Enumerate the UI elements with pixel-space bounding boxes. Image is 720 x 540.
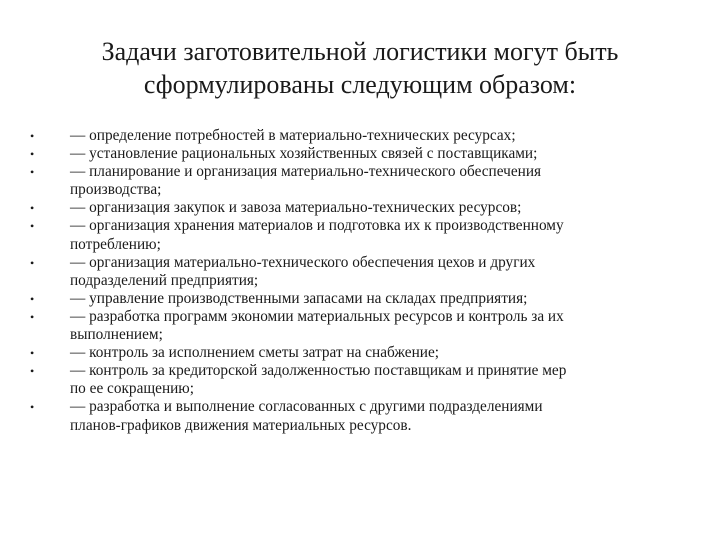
list-item: [27, 145, 687, 163]
list-item: [27, 362, 687, 398]
list-item-text: — определение потребностей в материально-технических ресурсах;: [70, 127, 516, 144]
list-item: [27, 344, 687, 362]
bullet-icon: •: [30, 165, 35, 180]
list-item-text: — установление рациональных хозяйственных связей с поставщиками;: [70, 145, 538, 163]
list-item: [27, 199, 687, 217]
list-item-text: — контроль за кредиторской задолженностью поставщикам и принятие мер: [70, 362, 567, 380]
list-item: [27, 217, 687, 253]
list-item-text: по ее сокращению;: [70, 380, 194, 398]
list-item-text: — разработка программ экономии материальных ресурсов и контроль за их: [70, 307, 564, 325]
bullet-icon: •: [30, 219, 35, 234]
list-item-text: выполнением;: [70, 326, 163, 344]
list-item-text: подразделений предприятия;: [70, 271, 259, 289]
task-list: [27, 127, 687, 435]
list-item-text: — организация материально-технического обеспечения цехов и других: [70, 253, 536, 271]
list-item-text: — организация хранения материалов и подготовка их к производственному: [70, 217, 564, 235]
list-item-text: планов-графиков движения материальных ресурсов.: [70, 416, 412, 434]
list-item-text: — организация закупок и завоза материально-технических ресурсов;: [70, 199, 522, 217]
bullet-icon: •: [30, 364, 35, 379]
list-item: [27, 127, 687, 145]
bullet-icon: •: [30, 309, 35, 324]
list-item-text: — разработка и выполнение согласованных с другими подразделениями: [70, 398, 543, 416]
bullet-icon: •: [30, 346, 35, 361]
slide-title-line: Задачи заготовительной логистики могут быть: [101, 37, 619, 66]
bullet-icon: •: [30, 147, 35, 162]
list-item: [27, 308, 687, 344]
list-item-text: — планирование и организация материально-технического обеспечения: [70, 163, 542, 181]
list-item-text: потреблению;: [70, 235, 161, 253]
list-item-text: — контроль за исполнением сметы затрат на снабжение;: [70, 344, 439, 362]
list-item: [27, 254, 687, 290]
list-item-text: производства;: [70, 181, 162, 199]
list-item-text: — управление производственными запасами на складах предприятия;: [70, 289, 528, 307]
slide-title: [40, 35, 680, 101]
bullet-icon: •: [30, 400, 35, 415]
bullet-icon: •: [30, 129, 35, 143]
bullet-icon: •: [30, 291, 35, 306]
bullet-icon: •: [30, 255, 35, 270]
list-item: [27, 398, 687, 434]
list-item: [27, 163, 687, 199]
bullet-icon: •: [30, 201, 35, 216]
slide-title-line: сформулированы следующим образом:: [143, 70, 577, 99]
list-item: [27, 290, 687, 308]
